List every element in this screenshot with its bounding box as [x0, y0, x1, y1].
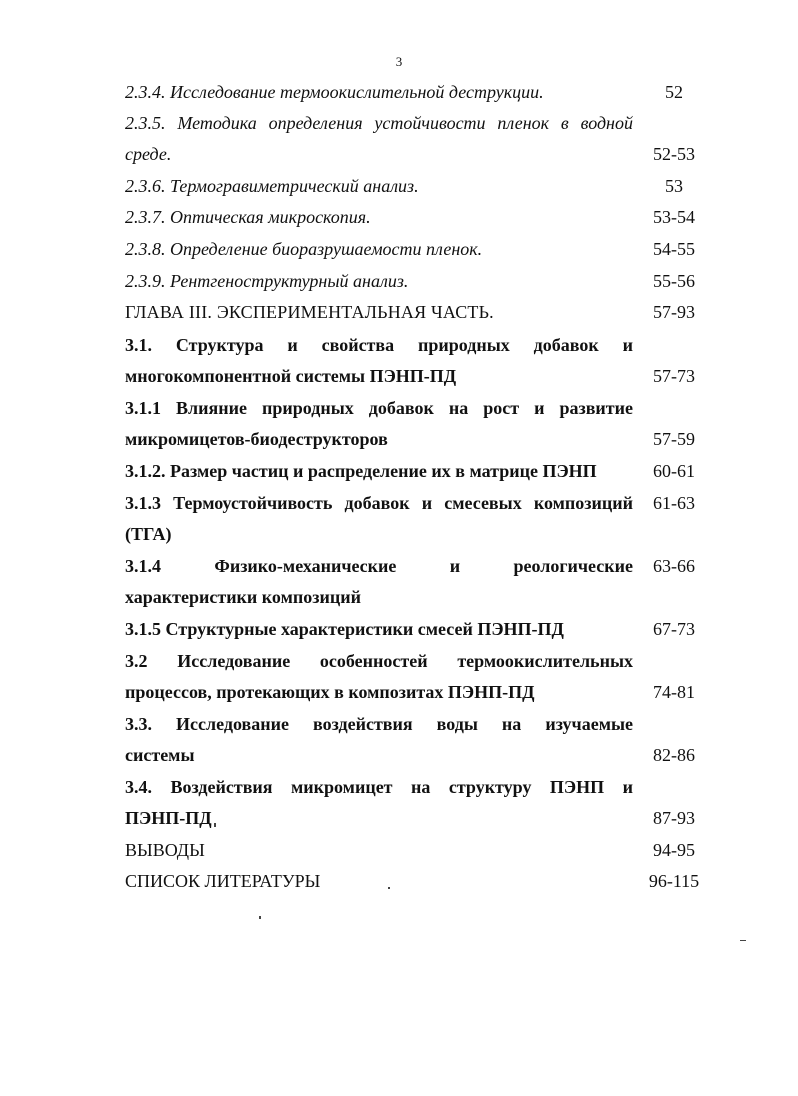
toc-entry-title-continued: характеристики композиций [125, 587, 361, 607]
scan-speck [388, 887, 390, 889]
toc-entry-title: 3.1.1 Влияние природных добавок на рост и развитие [125, 398, 633, 418]
toc-entry-title: 3.1.5 Структурные характеристики смесей ПЭНП-ПД [125, 619, 564, 639]
toc-entry-pages: 55-56 [653, 271, 695, 291]
toc-entry-pages: 57-59 [653, 429, 695, 449]
toc-entry-pages: 53 [665, 176, 683, 196]
scan-speck [259, 916, 261, 919]
toc-entry-pages: 52-53 [653, 144, 695, 164]
toc-entry-2-3-4 [125, 77, 710, 108]
toc-entry-3-1-2 [125, 456, 710, 487]
toc-entry-pages: 63-66 [653, 556, 695, 576]
toc-entry-2-3-8 [125, 234, 710, 265]
toc-entry-3-1 [125, 330, 710, 392]
toc-entry-3-3 [125, 709, 710, 771]
toc-entry-title-continued: системы [125, 745, 195, 765]
toc-entry-pages: 52 [665, 82, 683, 102]
toc-entry-title: 2.3.4. Исследование термоокислительной деструкции. [125, 82, 544, 102]
toc-entry-pages: 57-93 [653, 302, 695, 322]
toc-entry-title: 3.1. Структура и свойства природных добавок и [125, 335, 633, 355]
toc-entry-title-continued: процессов, протекающих в композитах ПЭНП-ПД [125, 682, 535, 702]
toc-entry-title: 2.3.8. Определение биоразрушаемости пленок. [125, 239, 483, 259]
toc-entry-pages: 53-54 [653, 207, 695, 227]
toc-entry-title: 2.3.6. Термогравиметрический анализ. [125, 176, 419, 196]
toc-entry-3-1-3 [125, 488, 710, 550]
toc-entry-title-continued: (ТГА) [125, 524, 172, 544]
toc-entry-title: ВЫВОДЫ [125, 840, 205, 860]
scan-speck [740, 940, 746, 941]
toc-entry-title: 3.4. Воздействия микромицет на структуру ПЭНП и [125, 777, 633, 797]
toc-entry-title: 3.1.3 Термоустойчивость добавок и смесевых композиций [125, 493, 633, 513]
toc-entry-title-continued: микромицетов-биодеструкторов [125, 429, 388, 449]
toc-entry-pages: 67-73 [653, 619, 695, 639]
toc-entry-title: 2.3.7. Оптическая микроскопия. [125, 207, 371, 227]
toc-entry-pages: 60-61 [653, 461, 695, 481]
toc-entry-title: ГЛАВА III. ЭКСПЕРИМЕНТАЛЬНАЯ ЧАСТЬ. [125, 302, 494, 322]
toc-entry-title: 2.3.5. Методика определения устойчивости пленок в водной [125, 113, 633, 133]
toc-entry-title: 2.3.9. Рентгеноструктурный анализ. [125, 271, 409, 291]
toc-entry-3-1-4 [125, 551, 710, 613]
toc-entry-pages: 57-73 [653, 366, 695, 386]
toc-entry-2-3-9 [125, 266, 710, 297]
toc-entry-2-3-7 [125, 202, 710, 233]
toc-entry-pages: 94-95 [653, 840, 695, 860]
toc-entry-conclusions [125, 835, 710, 866]
toc-entry-title: 3.1.4 Физико-механические и реологические [125, 556, 633, 576]
toc-entry-2-3-5 [125, 108, 710, 170]
toc-entry-3-1-1 [125, 393, 710, 455]
toc-entry-pages: 96-115 [648, 871, 700, 891]
toc-entry-pages: 87-93 [653, 808, 695, 828]
toc-entry-title-continued: среде. [125, 144, 172, 164]
toc-entry-title: 3.3. Исследование воздействия воды на изучаемые [125, 714, 633, 734]
toc-entry-title-continued: ПЭНП-ПД [125, 808, 212, 828]
toc-entry-pages: 54-55 [653, 239, 695, 259]
toc-entry-pages: 82-86 [653, 745, 695, 765]
toc-entry-3-1-5 [125, 614, 710, 645]
page-number: 3 [395, 54, 403, 69]
toc-entry-pages: 61-63 [653, 493, 695, 513]
toc-entry-title-continued: многокомпонентной системы ПЭНП-ПД [125, 366, 457, 386]
toc-entry-chapter-3 [125, 297, 710, 328]
toc-entry-pages: 74-81 [653, 682, 695, 702]
toc-entry-title: 3.2 Исследование особенностей термоокислительных [125, 651, 633, 671]
toc-entry-3-4 [125, 772, 710, 834]
toc-entry-title: СПИСОК ЛИТЕРАТУРЫ [125, 871, 321, 891]
toc-entry-2-3-6 [125, 171, 710, 202]
toc-entry-references [125, 866, 710, 897]
toc-entry-3-2 [125, 646, 710, 708]
toc-entry-title: 3.1.2. Размер частиц и распределение их в матрице ПЭНП [125, 461, 597, 481]
scan-speck [214, 823, 216, 827]
